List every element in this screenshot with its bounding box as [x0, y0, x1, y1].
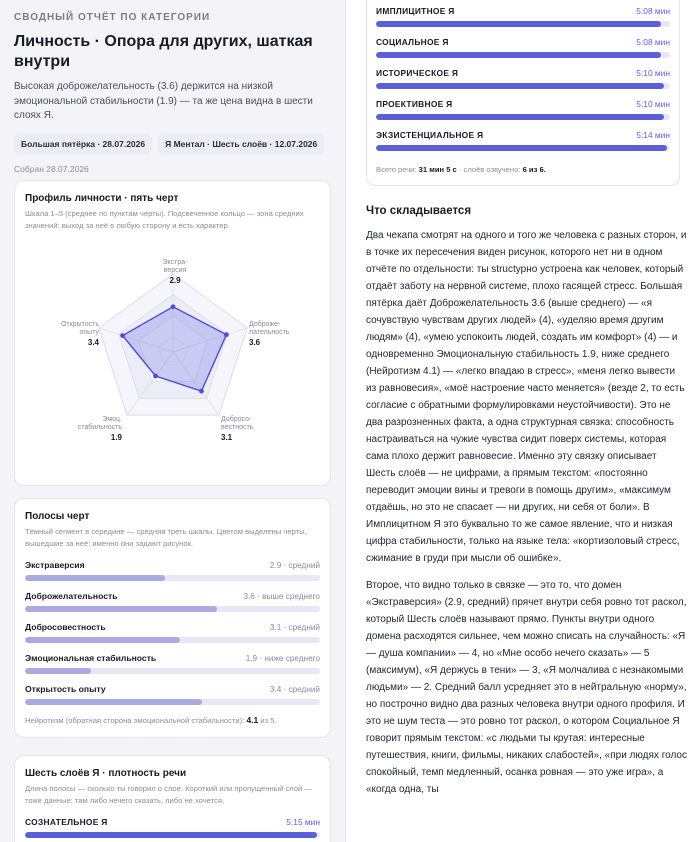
trait-row: [25, 560, 320, 581]
trait-name: Добросовестность: [25, 622, 106, 632]
trait-row: [25, 684, 320, 705]
layers-card-title: Шесть слоёв Я · плотность речи: [25, 768, 187, 779]
report-eyebrow: СВОДНЫЙ ОТЧЁТ ПО КАТЕГОРИИ: [14, 12, 211, 23]
layer-name: СОЦИАЛЬНОЕ Я: [376, 37, 449, 47]
neuroticism-note: Нейротизм (обратная сторона эмоциональной стабильности): 4.1 из 5.: [25, 715, 277, 725]
layer-item: [376, 99, 670, 120]
trait-bar: [25, 606, 320, 612]
right-column: [345, 0, 697, 842]
trait-list: [25, 560, 320, 705]
trait-bar-fill: [25, 699, 202, 705]
source-badge-six-layers[interactable]: Я Ментал · Шесть слоёв · 12.07.2026: [158, 134, 324, 154]
trait-name: Экстраверсия: [25, 560, 85, 570]
report-header: [0, 0, 345, 174]
layer-name: ПРОЕКТИВНОЕ Я: [376, 99, 453, 109]
trait-value: 3.6 · выше среднего: [243, 592, 320, 601]
trait-bar: [25, 668, 320, 674]
speech-total-value: 31 мин 5 с: [418, 165, 457, 174]
source-badge-big-five[interactable]: Большая пятёрка · 28.07.2026: [14, 134, 152, 154]
speech-total: Всего речи: 31 мин 5 с · слоёв озвучено: 6 из 6.: [376, 165, 546, 174]
layer-item: [376, 37, 670, 58]
layer-item-conscious: [25, 817, 320, 838]
report-subtitle: Высокая доброжелательность (3.6) держится на низкой эмоциональной стабильности (1.9) — та же цена видна в шести слоях Я.: [14, 81, 313, 121]
trait-value: 3.1 · средний: [269, 623, 320, 632]
layer-bar-fill: [376, 83, 664, 89]
layer-time: 5:10 мин: [636, 99, 670, 109]
radar-data-point: [171, 304, 176, 309]
analysis-body: [366, 227, 688, 808]
layer-bar: [376, 145, 670, 151]
layer-bar: [376, 21, 670, 27]
radar-data-point: [224, 332, 229, 337]
radar-value-emotional-stability: 1.9: [110, 433, 122, 442]
radar-data-point: [120, 333, 125, 338]
trait-stripes-card: [14, 498, 331, 738]
layer-time: 5:14 мин: [636, 130, 670, 140]
radar-chart: [25, 234, 322, 474]
layer-name: ЭКЗИСТЕНЦИАЛЬНОЕ Я: [376, 130, 484, 140]
layer-bar-fill: [376, 114, 664, 120]
layer-item: [376, 68, 670, 89]
layers-voiced-count: 6 из 6.: [522, 165, 546, 174]
trait-row: [25, 591, 320, 612]
trait-bar-fill: [25, 606, 217, 612]
trait-bar-fill: [25, 575, 165, 581]
radar-value-agreeableness: 3.6: [249, 338, 261, 347]
layer-name: ИМПЛИЦИТНОЕ Я: [376, 6, 455, 16]
collected-date: Собран 28.07.2026: [14, 163, 89, 174]
layer-bar-fill: [25, 832, 317, 838]
layer-bar: [25, 832, 320, 838]
layer-time: 5:08 мин: [636, 6, 670, 16]
neuroticism-value: 4.1: [246, 715, 259, 725]
trait-value: 3.4 · средний: [269, 685, 320, 694]
trait-bar: [25, 637, 320, 643]
trait-row: [25, 622, 320, 643]
radar-label-openness: Открытость опыту 3.4: [47, 321, 99, 347]
report-title: Личность · Опора для других, шаткая внутри: [14, 33, 313, 70]
profile-card-title: Профиль личности · пять черт: [25, 193, 179, 204]
layer-bar: [376, 52, 670, 58]
layers-card-continued: [366, 0, 680, 186]
analysis-paragraph: Второе, что видно только в связке — это то, что домен «Экстраверсия» (2.9, средний) прячет внутри себя ровно тот раскол, который Шесть слоёв называют прямо. Пункты внутри одного домена расходятся сильнее, чем можно списать на случайность: «Я — душа компании» — 4, но «Мне особо нечего сказать» — 5 (максимум), «Я держусь в тени» — 3, «Я молчалива с незнакомыми людьми» — 2. Средний балл усредняет это в нейтральную «норму», но построчно видно два разных человека внутри одного профиля. И это не шум теста — это ровно тот раскол, о котором Социальное Я говорит прямым текстом: «с людьми ты крутая: интересные путешествия, книги, фильмы, никаких слабостей», «при людях голос спокойный, темп медленный, осанка ровная — это уже игра», а «когда одна, ты: [366, 580, 687, 795]
six-layers-card: [14, 755, 331, 842]
trait-value: 1.9 · ниже среднего: [245, 654, 320, 663]
personality-profile-card: [14, 180, 331, 486]
layer-time: 5:10 мин: [636, 68, 670, 78]
layer-bar: [376, 83, 670, 89]
layer-name: СОЗНАТЕЛЬНОЕ Я: [25, 817, 108, 827]
trait-bar: [25, 575, 320, 581]
trait-bar-fill: [25, 668, 91, 674]
layer-item: [376, 6, 670, 27]
trait-name: Доброжелательность: [25, 591, 118, 601]
layer-time: 5:08 мин: [636, 37, 670, 47]
layer-bar-fill: [376, 21, 661, 27]
radar-value-conscientiousness: 3.1: [221, 433, 233, 442]
radar-data-point: [153, 374, 158, 379]
layers-card-description: Длина полосы — сколько ты говорил о слое. Короткий или пропущенный слой — тоже данные: там либо нечего сказать, либо не хочется.: [25, 784, 312, 805]
analysis-title: Что складывается: [366, 205, 472, 217]
radar-value-openness: 3.4: [87, 338, 99, 347]
profile-card-description: Шкала 1–5 (среднее по пунктам черты). Подсвеченное кольцо — зона средних значений: выход за неё в любую сторону и есть характер.: [25, 209, 304, 230]
layer-item: [376, 130, 670, 151]
radar-value-extraversion: 2.9: [169, 276, 181, 285]
layer-time: 5:15 мин: [286, 817, 320, 827]
radar-label-emotional-stability: Эмоц. стабильность 1.9: [70, 416, 122, 442]
radar-label-extraversion: Экстра- версия 2.9: [155, 259, 195, 285]
trait-value: 2.9 · средний: [269, 561, 320, 570]
layer-bar-fill: [376, 52, 661, 58]
layer-name: ИСТОРИЧЕСКОЕ Я: [376, 68, 459, 78]
analysis-paragraph: Два чекапа смотрят на одного и того же человека с разных сторон, и в точке их пересечения виден рисунок, которого нет ни в одном отчёте по отдельности: ты structурно устроена как человек, который отдаёт заботу на нервной системе, плохо гасящей стресс. Большая пятёрка даёт Доброжелательность 3.6 (выше среднего) — «я сочувствую чувствам других людей» (4), «уделяю время другим людям» (4), «умею успокоить людей, создать им комфорт» (4) — и одновременно Эмоциональную стабильность 1.9, ниже среднего (Нейротизм 4.1) — «легко впадаю в стресс», «меня легко вывести из равновесия», «моё настроение часто меняется» (везде 2, то есть согласие с обратными формулировками неустойчивости). Это не два разрозненных факта, а одна структурная связка: способность настраиваться на чужие чувства сидит поверх системы, которая сама плохо держит равновесие. Именно эту связку описывает Шесть слоёв — не цифрами, а прямым текстом: «постоянно переводит эмоции вины и тревоги в помощь другим», «максимум отдаёшь, но это не спасает — ни других, ни себя от боли». В Имплицитном Я это буквально то же самое явление, что и низкая цифра стабильности, только на языке тела: «кортизоловый стресс, сжимание в груди при мысли об ошибке».: [366, 230, 687, 564]
radar-label-agreeableness: Доброже- лательность 3.6: [249, 321, 299, 347]
trait-name: Эмоциональная стабильность: [25, 653, 157, 663]
trait-bar: [25, 699, 320, 705]
stripes-card-title: Полосы черт: [25, 511, 90, 522]
trait-row: [25, 653, 320, 674]
radar-data-point: [199, 389, 204, 394]
source-badges: [14, 134, 331, 154]
trait-name: Открытость опыту: [25, 684, 106, 694]
trait-bar-fill: [25, 637, 180, 643]
left-column: [0, 0, 345, 842]
layer-bar: [376, 114, 670, 120]
radar-label-conscientiousness: Добросо- вестность 3.1: [221, 416, 271, 442]
stripes-card-description: Тёмный сегмент в середине — средняя треть шкалы. Цветом выделены черты, вышедшие за неё: именно они задают рисунок.: [25, 527, 307, 548]
layer-bar-fill: [376, 145, 667, 151]
